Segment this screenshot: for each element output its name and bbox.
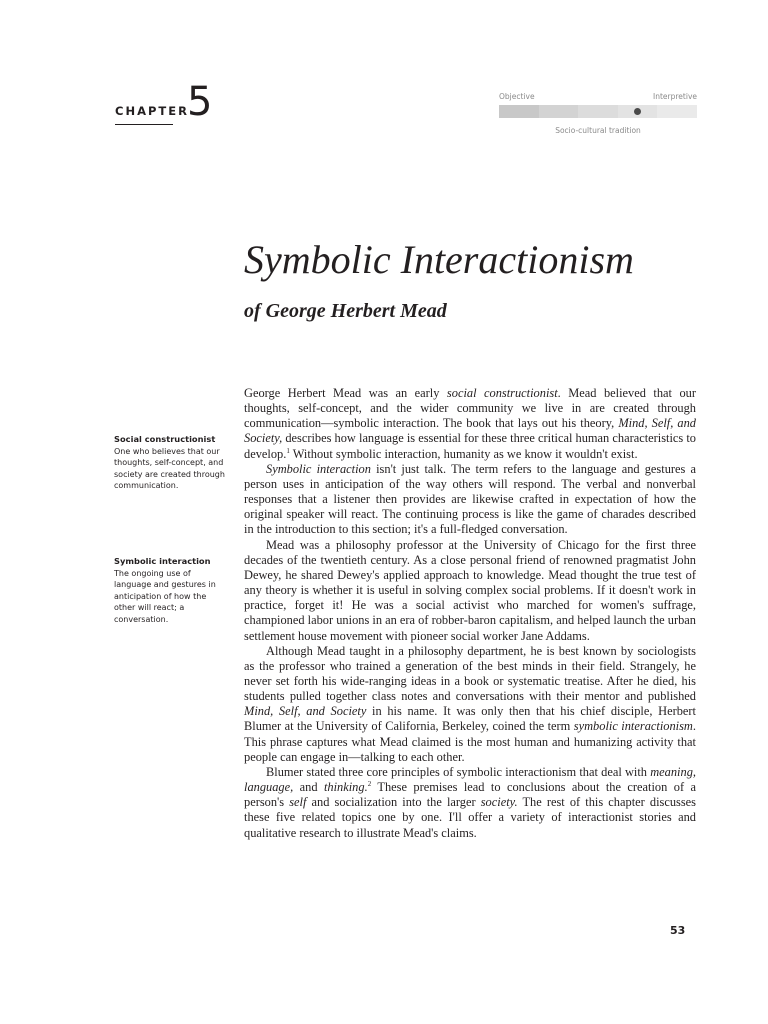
italic-run: self bbox=[289, 795, 307, 810]
text-run: George Herbert Mead was an early bbox=[244, 386, 447, 400]
italic-run: Symbolic interaction bbox=[266, 461, 371, 476]
italic-run: Mind, Self, and Society, bbox=[244, 416, 696, 446]
text-run: Blumer stated three core principles of symbolic interactionism that deal with bbox=[266, 764, 651, 779]
glossary-term: Symbolic interaction bbox=[114, 556, 211, 566]
italic-run: Mind, Self, and Society bbox=[244, 704, 367, 719]
italic-run: meaning, language, bbox=[244, 764, 696, 795]
text-run: describes how language is essential for these three critical human characteristics to develop. bbox=[244, 431, 696, 461]
text-run: Although Mead taught in a philosophy department, he is best known by sociologists as the professor who trained a generation of the best minds in their field. Strangely, he never set forth his wide-ranging ideas in a book or systematic treatise. After he died, his students pulled together class notes and conversations with their mentor and published bbox=[244, 643, 696, 704]
glossary-definition: The ongoing use of language and gestures in anticipation of how the other will react; a conversation. bbox=[114, 568, 216, 624]
scale-left-label: Objective bbox=[499, 92, 535, 101]
glossary-definition: One who believes that our thoughts, self-concept, and society are created through communication. bbox=[114, 446, 225, 490]
italic-run: social constructionist bbox=[446, 386, 558, 400]
glossary-entry-social-constructionist bbox=[114, 434, 229, 492]
chapter-subtitle: of George Herbert Mead bbox=[244, 300, 447, 322]
text-run: The rest of this chapter discusses these five related topics one by one. I'll offer a variety of interactionist stories and qualitative research to illustrate Mead's claims. bbox=[244, 795, 696, 840]
text-run: and bbox=[293, 780, 324, 795]
body-paragraph bbox=[244, 644, 696, 765]
scale-labels bbox=[499, 92, 697, 101]
chapter-rule bbox=[115, 124, 173, 125]
body-text bbox=[244, 386, 696, 841]
scale-caption: Socio-cultural tradition bbox=[555, 126, 641, 135]
text-run: Without symbolic interaction, humanity as we know it wouldn't exist. bbox=[289, 446, 638, 461]
text-run: and socialization into the larger bbox=[306, 795, 481, 810]
glossary-entry-symbolic-interaction bbox=[114, 556, 229, 625]
body-paragraph bbox=[244, 538, 696, 644]
body-paragraph bbox=[244, 386, 696, 462]
footnote-ref: 2 bbox=[367, 779, 372, 788]
glossary-term: Social constructionist bbox=[114, 434, 216, 444]
text-run: . Mead believed that our thoughts, self-concept, and the wider community we live in are created through communication—symbolic interaction. The book that lays out his theory, bbox=[244, 386, 696, 431]
chapter-number: 5 bbox=[187, 79, 213, 125]
scale-right-label: Interpretive bbox=[653, 92, 697, 101]
scale-bar bbox=[499, 105, 697, 118]
italic-run: thinking. bbox=[323, 780, 368, 795]
text-run: . This phrase captures what Mead claimed is the most human and humanizing activity that people can engage in—talking to each other. bbox=[244, 719, 696, 764]
italic-run: symbolic interactionism bbox=[573, 719, 693, 734]
body-paragraph bbox=[244, 765, 696, 841]
text-run: isn't just talk. The term refers to the language and gestures a person uses in anticipation of the way others will respond. The verbal and nonverbal responses that a listener then provides are likewise crafted in expectation of how the original speaker will react. The continuing process is like the game of charades described in the introduction to this section; it's a full-fledged conversation. bbox=[244, 461, 696, 537]
scale-segment bbox=[578, 105, 618, 118]
text-run: in his name. It was only then that his chief disciple, Herbert Blumer at the University of California, Berkeley, coined the term bbox=[244, 704, 696, 734]
chapter-label: CHAPTER bbox=[115, 104, 189, 118]
page-number: 53 bbox=[670, 924, 686, 937]
tradition-scale bbox=[499, 92, 697, 135]
footnote-ref: 1 bbox=[286, 446, 290, 455]
scale-segment bbox=[657, 105, 697, 118]
body-paragraph bbox=[244, 462, 696, 538]
italic-run: society. bbox=[480, 795, 518, 810]
text-run: These premises lead to conclusions about the creation of a person's bbox=[244, 780, 696, 810]
chapter-title: Symbolic Interactionism bbox=[244, 237, 634, 282]
scale-segment bbox=[499, 105, 539, 118]
text-run: Mead was a philosophy professor at the University of Chicago for the first three decades of the twentieth century. As a close personal friend of renowned pragmatist John Dewey, he shared Dewey's applied approach to knowledge. Mead thought the true test of any theory is whether it is useful in solving complex social problems. If it doesn't work in practice, forget it! He was a social activist who marched for women's suffrage, championed labor unions in an era of robber-baron capitalism, and helped launch the urban settlement house movement with pioneer social worker Jane Addams. bbox=[244, 537, 696, 643]
scale-segment bbox=[539, 105, 579, 118]
